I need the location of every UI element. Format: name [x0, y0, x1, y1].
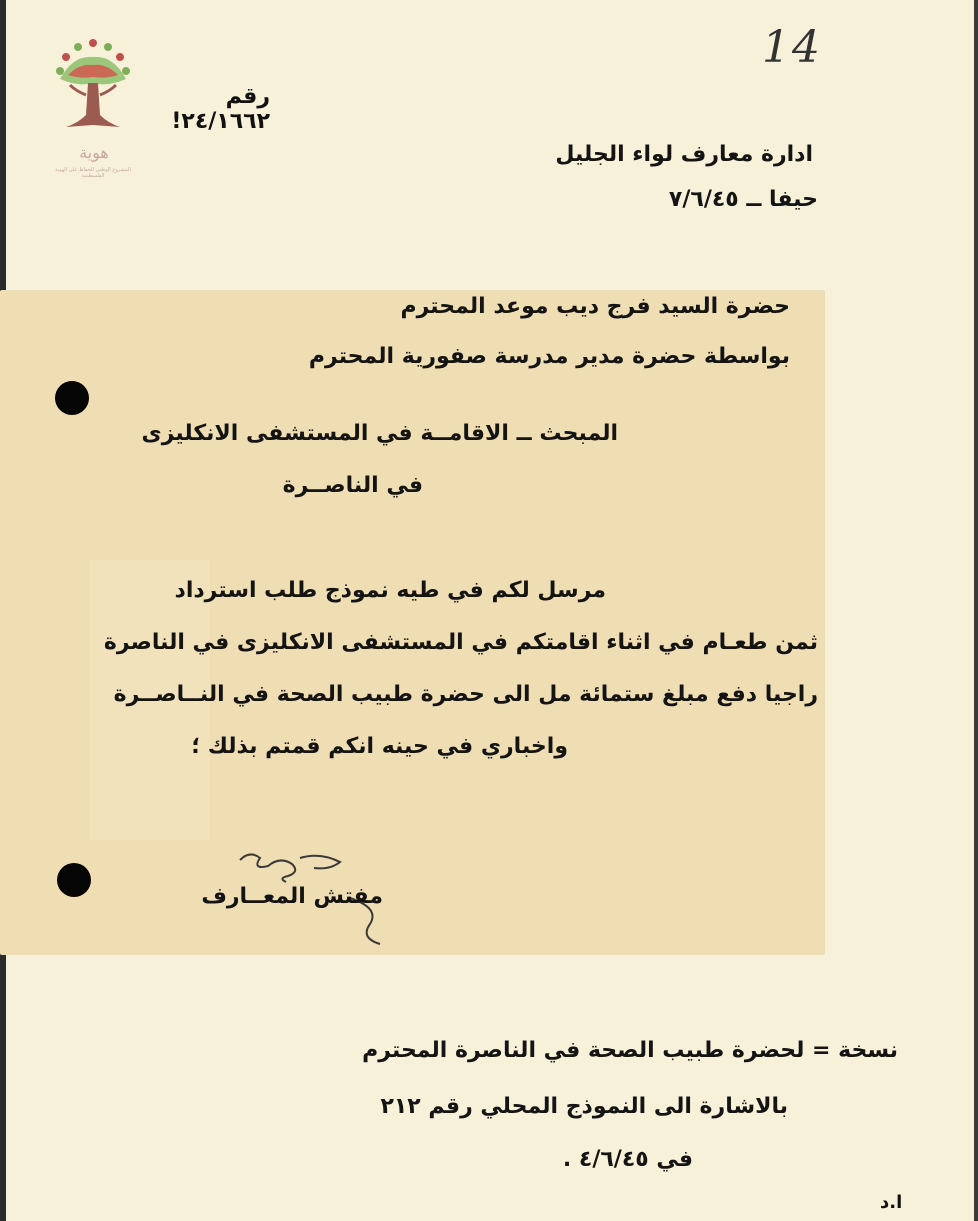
- body-line-2: ثمن طعـام في اثناء اقامتكم في المستشفى الانكليزى في الناصرة: [103, 630, 818, 655]
- footer-initials: ا.د: [880, 1192, 903, 1213]
- signatory-title: مفتش المعــارف: [201, 884, 383, 909]
- punch-hole-top: [55, 381, 89, 415]
- body-line-4: واخباري في حينه انكم قمتم بذلك ؛: [191, 734, 568, 759]
- reference-number: رقم ٢٤/١٦٦٢!: [171, 84, 270, 134]
- logo-wordmark: هوية: [79, 143, 109, 162]
- addressee-line-2: بواسطة حضرة مدير مدرسة صفورية المحترم: [308, 344, 790, 369]
- punch-hole-bottom: [57, 863, 91, 897]
- subject-line-1: المبحث ــ الاقامــة في المستشفى الانكليزى: [141, 421, 618, 446]
- addressee-line-1: حضرة السيد فرج ديب موعد المحترم: [400, 294, 790, 319]
- body-line-3: راجيا دفع مبلغ ستمائة مل الى حضرة طبيب الصحة في النــاصــرة: [113, 682, 818, 707]
- body-line-1: مرسل لكم في طيه نموذج طلب استرداد: [174, 578, 606, 603]
- scan-right-edge: [974, 0, 978, 1221]
- page-number: 14: [762, 22, 822, 73]
- copy-line-3: في ٤/٦/٤٥ .: [562, 1147, 693, 1172]
- place-date: حيفا ــ ٧/٦/٤٥: [668, 187, 818, 212]
- copy-line-1: نسخة = لحضرة طبيب الصحة في الناصرة المحترم: [362, 1038, 898, 1063]
- subject-line-2: في الناصــرة: [282, 473, 423, 498]
- office-name: ادارة معارف لواء الجليل: [555, 142, 813, 167]
- copy-line-2: بالاشارة الى النموذج المحلي رقم ٢١٢: [380, 1094, 788, 1119]
- logo-subtitle: المشروع الوطني للحفاظ على الهوية الفلسطينية: [55, 167, 131, 179]
